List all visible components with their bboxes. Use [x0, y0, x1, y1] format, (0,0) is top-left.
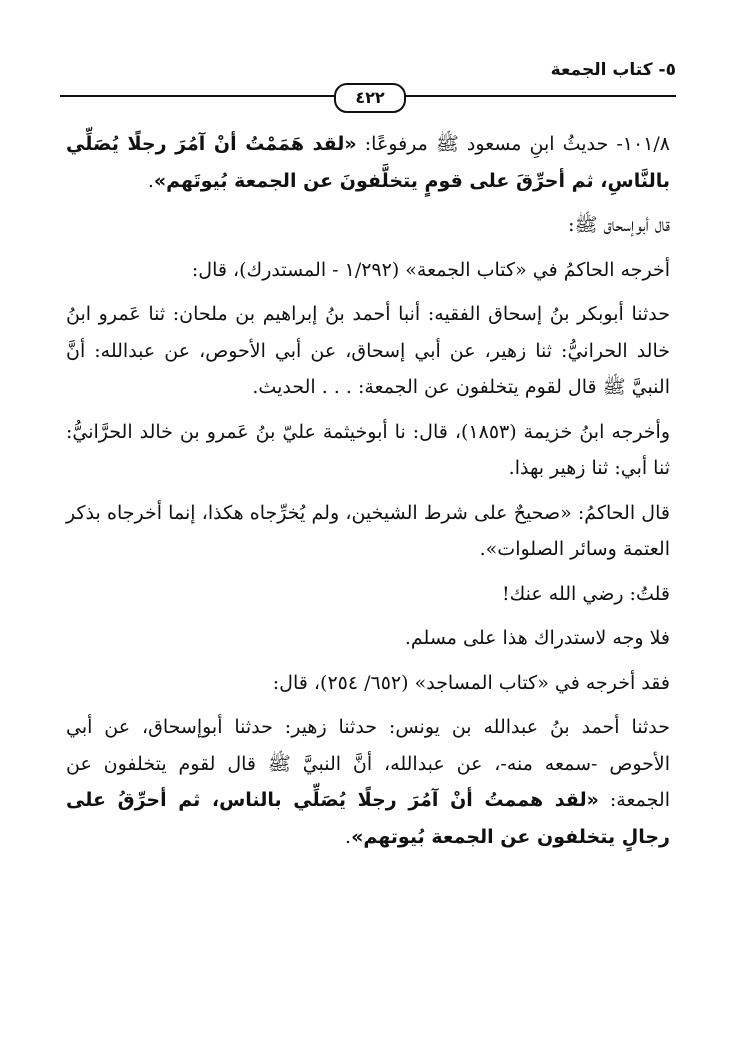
muslim-isnad-text: حدثنا أحمد بنُ عبدالله بن يونس: حدثنا زهير: حدثنا أبوإسحاق، عن أبي الأحوص -سمعه منه-، عن عبدالله، أنَّ النبيَّ ﷺ قال لقوم يتخلفون عن الجمعة:	[66, 716, 670, 811]
page-number: ٤٢٢	[334, 83, 406, 113]
source-paragraph: أخرجه الحاكمُ في «كتاب الجمعة» (١/٢٩٢ - المستدرك)، قال:	[191, 258, 670, 281]
narrator-paragraph: قال أبوإسحاق ﷺ:	[568, 214, 670, 236]
hadith-quote: «لقد هَمَمْتُ أنْ آمُرَ رجلًا يُصَلِّي بالنَّاسِ، ثم أحرِّقَ على قومٍ يتخلَّفونَ عن الجمعة بُيوتَهم»	[66, 133, 670, 192]
main-text	[66, 126, 670, 863]
ibn-khuzaymah-paragraph: وأخرجه ابنُ خزيمة (١٨٥٣)، قال: نا أبوخيثمة عليّ بنُ عَمرو بن خالد الحرَّانيُّ: ثنا أبي: ثنا زهير بهذا.	[66, 420, 670, 479]
isnad-paragraph: حدثنا أبوبكر بنُ إسحاق الفقيه: أنبا أحمد بنُ إبراهيم بن ملحان: ثنا عَمرو ابنُ خالد الحرانيُّ: ثنا زهير، عن أبي إسحاق، عن أبي الأحوص، عن عبدالله: أنَّ النبيَّ ﷺ قال لقوم يتخلفون عن الجمعة: . . . الحديث.	[66, 303, 670, 398]
hadith-paragraph	[66, 126, 670, 199]
hakim-verdict-paragraph: قال الحاكمُ: «صحيحٌ على شرط الشيخين، ولم يُخرِّجاه هكذا، إنما أخرجاه بذكر العتمة وسائر الصلوات».	[66, 501, 670, 560]
muslim-source-paragraph: فقد أخرجه في «كتاب المساجد» (٦٥٢/ ٢٥٤)، قال:	[272, 671, 670, 694]
muslim-hadith-quote: «لقد هممتُ أنْ آمُرَ رجلًا يُصَلِّي بالناس، ثم أحرِّقُ على رجالٍ يتخلفون عن الجمعة بُيوتهم»	[66, 789, 670, 848]
chapter-title: ٥- كتاب الجمعة	[550, 60, 676, 80]
muslim-hadith-end: .	[345, 825, 352, 848]
muslim-remark: فلا وجه لاستدراك هذا على مسلم.	[404, 627, 670, 649]
hadith-intro: ١٠١/٨- حديثُ ابنِ مسعود ﷺ مرفوعًا:	[356, 133, 670, 155]
author-remark: قلتُ: رضي الله عنك!	[502, 582, 670, 605]
hadith-end: .	[147, 169, 154, 192]
muslim-isnad-paragraph	[66, 709, 670, 855]
